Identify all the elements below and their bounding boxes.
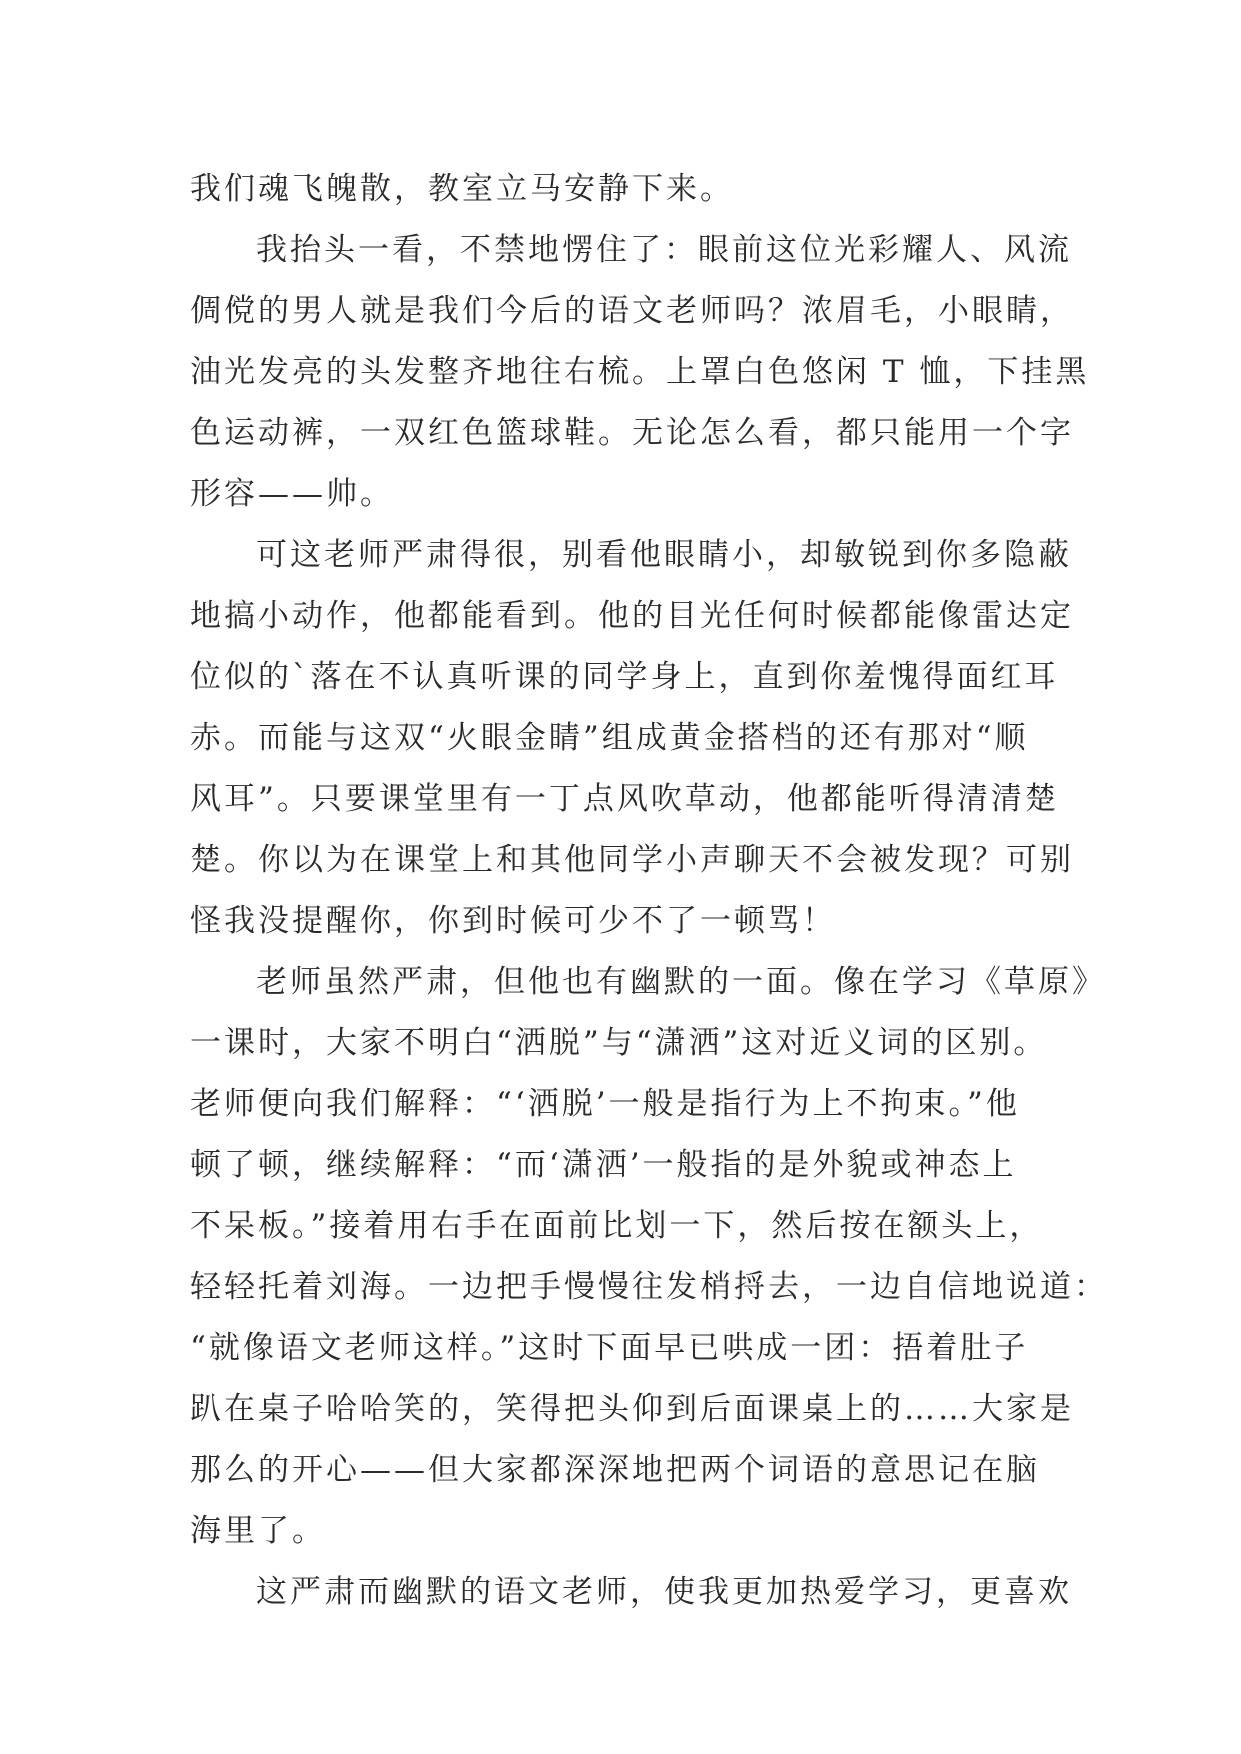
text-line: 我们魂飞魄散，教室立马安静下来。 — [190, 171, 734, 207]
body-text — [190, 159, 1108, 1623]
paragraph-first-line: 这严肃而幽默的语文老师，使我更加热爱学习，更喜欢 — [256, 1574, 1072, 1610]
text-line: 楚。你以为在课堂上和其他同学小声聊天不会被发现？可别 — [190, 842, 1074, 878]
text-line: 风耳”。只要课堂里有一丁点风吹草动，他都能听得清清楚 — [190, 781, 1059, 817]
text-line: 倜傥的男人就是我们今后的语文老师吗？浓眉毛，小眼睛， — [190, 293, 1074, 329]
text-line: 色运动裤，一双红色篮球鞋。无论怎么看，都只能用一个字 — [190, 415, 1074, 451]
text-line: 海里了。 — [190, 1513, 326, 1549]
text-line: 赤。而能与这双“火眼金睛”组成黄金搭档的还有那对“顺 — [190, 720, 1029, 756]
text-line: 地搞小动作，他都能看到。他的目光任何时候都能像雷达定 — [190, 598, 1074, 634]
paragraph-first-line: 我抬头一看，不禁地愣住了：眼前这位光彩耀人、风流 — [256, 232, 1072, 268]
paragraph-first-line: 可这老师严肃得很，别看他眼睛小，却敏锐到你多隐蔽 — [256, 537, 1072, 573]
text-line: “就像语文老师这样。”这时下面早已哄成一团：捂着肚子 — [190, 1330, 1029, 1366]
text-line: 老师便向我们解释：“‘洒脱’一般是指行为上不拘束。”他 — [190, 1086, 1020, 1122]
paragraph-first-line: 老师虽然严肃，但他也有幽默的一面。像在学习《草原》 — [256, 964, 1106, 1000]
text-line: 顿了顿，继续解释：“而‘潇洒’一般指的是外貌或神态上 — [190, 1147, 1017, 1183]
text-line: 趴在桌子哈哈笑的，笑得把头仰到后面课桌上的……大家是 — [190, 1391, 1074, 1427]
text-line: 那么的开心——但大家都深深地把两个词语的意思记在脑 — [190, 1452, 1040, 1488]
text-line: 位似的`落在不认真听课的同学身上，直到你羞愧得面红耳 — [190, 659, 1059, 695]
text-line: 怪我没提醒你，你到时候可少不了一顿骂！ — [190, 903, 836, 939]
text-line: 轻轻托着刘海。一边把手慢慢往发梢捋去，一边自信地说道： — [190, 1269, 1108, 1305]
text-line: 不呆板。”接着用右手在面前比划一下，然后按在额头上， — [190, 1208, 1044, 1244]
text-line: 形容——帅。 — [190, 476, 394, 512]
text-line: 一课时，大家不明白“洒脱”与“潇洒”这对近义词的区别。 — [190, 1025, 1048, 1061]
text-line: 油光发亮的头发整齐地往右梳。上罩白色悠闲 T 恤，下挂黑 — [190, 354, 1090, 390]
